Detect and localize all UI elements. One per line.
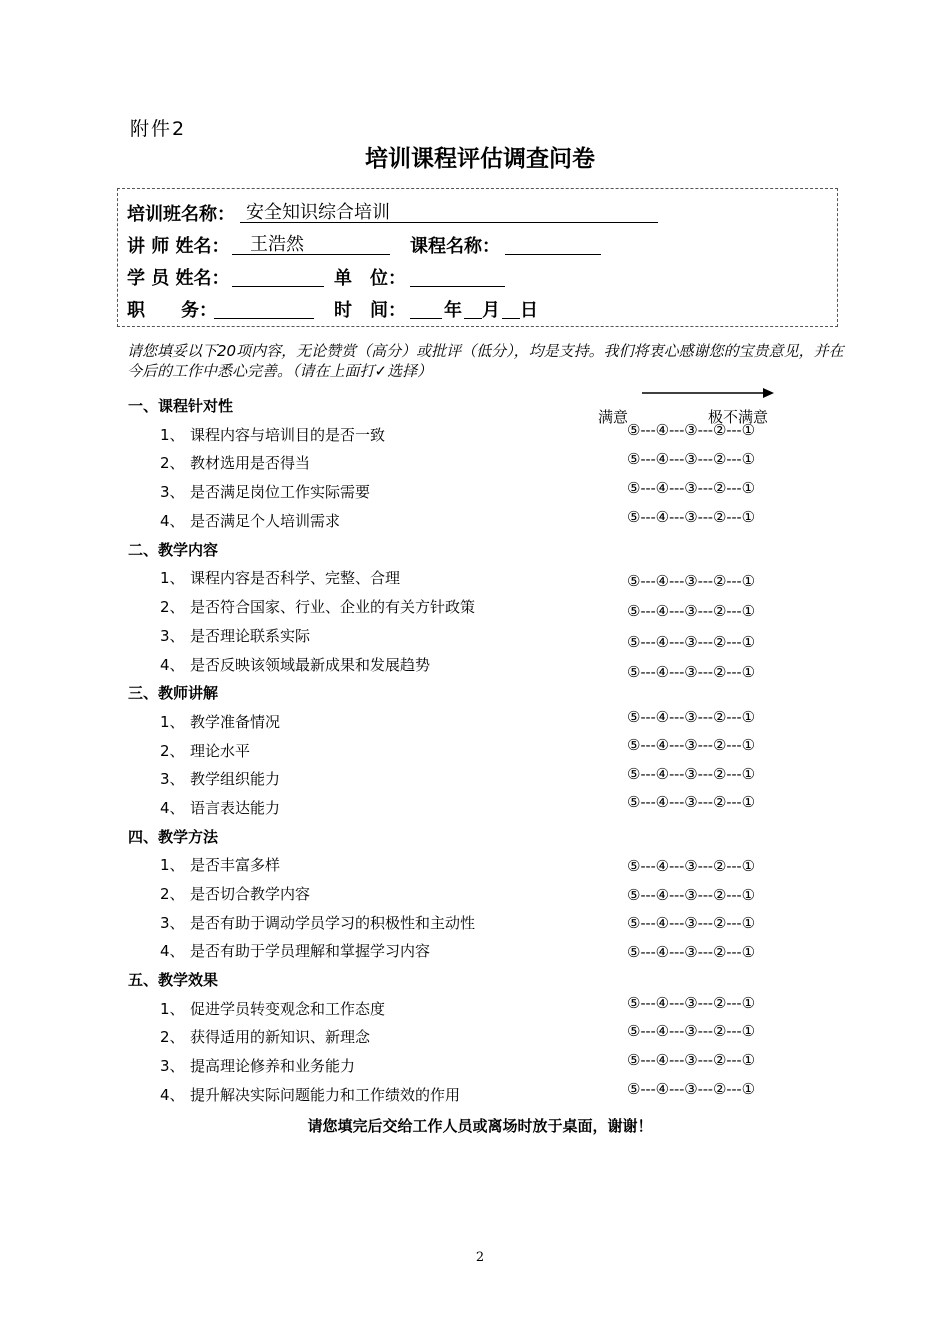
question-item: 4、 是否有助于学员理解和掌握学习内容 bbox=[160, 942, 431, 960]
question-item: 1、 促进学员转变观念和工作态度 bbox=[160, 1000, 386, 1018]
question-item: 2、 理论水平 bbox=[160, 742, 251, 760]
teacher-name-value: 王浩然 bbox=[250, 234, 304, 255]
student-name-label: 学 员 姓名： bbox=[127, 268, 230, 289]
question-item: 1、 是否丰富多样 bbox=[160, 856, 281, 874]
rating-scale[interactable]: ⑤---④---③---②---① bbox=[627, 1080, 756, 1098]
question-item: 4、 是否反映该领域最新成果和发展趋势 bbox=[160, 656, 431, 674]
year-label: 年 bbox=[444, 300, 462, 321]
question-item: 2、 是否切合教学内容 bbox=[160, 885, 311, 903]
rating-scale[interactable]: ⑤---④---③---②---① bbox=[627, 943, 756, 961]
question-item: 4、 提升解决实际问题能力和工作绩效的作用 bbox=[160, 1086, 461, 1104]
question-item: 3、 是否满足岗位工作实际需要 bbox=[160, 483, 371, 501]
class-name-field[interactable] bbox=[240, 198, 658, 223]
month-field[interactable] bbox=[464, 294, 482, 319]
rating-scale[interactable]: ⑤---④---③---②---① bbox=[627, 1022, 756, 1040]
rating-scale[interactable]: ⑤---④---③---②---① bbox=[627, 793, 756, 811]
section-title: 二、教学内容 bbox=[128, 541, 219, 559]
instructions: 请您填妥以下20项内容，无论赞赏（高分）或批评（低分），均是支持。我们将衷心感谢您的宝贵意见，并在今后的工作中悉心完善。（请在上面打✓选择） bbox=[127, 342, 844, 380]
rating-scale[interactable]: ⑤---④---③---②---① bbox=[627, 450, 756, 468]
attachment-label: 附件2 bbox=[130, 118, 187, 140]
question-item: 1、 教学准备情况 bbox=[160, 713, 281, 731]
rating-scale[interactable]: ⑤---④---③---②---① bbox=[627, 508, 756, 526]
rating-scale[interactable]: ⑤---④---③---②---① bbox=[627, 914, 756, 932]
page-title: 培训课程评估调查问卷 bbox=[365, 145, 595, 172]
rating-scale[interactable]: ⑤---④---③---②---① bbox=[627, 602, 756, 620]
question-item: 4、 语言表达能力 bbox=[160, 799, 281, 817]
unit-label: 单 位： bbox=[334, 268, 406, 289]
rating-scale[interactable]: ⑤---④---③---②---① bbox=[627, 736, 756, 754]
month-label: 月 bbox=[482, 300, 500, 321]
question-item: 4、 是否满足个人培训需求 bbox=[160, 512, 341, 530]
rating-scale[interactable]: ⑤---④---③---②---① bbox=[627, 886, 756, 904]
rating-scale[interactable]: ⑤---④---③---②---① bbox=[627, 1051, 756, 1069]
class-name-value: 安全知识综合培训 bbox=[246, 202, 390, 223]
rating-scale[interactable]: ⑤---④---③---②---① bbox=[627, 479, 756, 497]
section-title: 三、教师讲解 bbox=[128, 684, 219, 702]
section-title: 四、教学方法 bbox=[128, 828, 219, 846]
question-item: 1、 课程内容是否科学、完整、合理 bbox=[160, 569, 401, 587]
page-number: 2 bbox=[475, 1250, 485, 1265]
rating-scale[interactable]: ⑤---④---③---②---① bbox=[627, 421, 756, 439]
rating-scale[interactable]: ⑤---④---③---②---① bbox=[627, 663, 756, 681]
time-label: 时 间： bbox=[334, 300, 406, 321]
position-label: 职 务： bbox=[127, 300, 217, 321]
scale-left-label: 满意 bbox=[598, 408, 629, 426]
teacher-name-field[interactable] bbox=[232, 230, 390, 255]
class-name-label: 培训班名称： bbox=[127, 204, 235, 225]
rating-scale[interactable]: ⑤---④---③---②---① bbox=[627, 708, 756, 726]
question-item: 2、 是否符合国家、行业、企业的有关方针政策 bbox=[160, 598, 476, 616]
question-item: 3、 是否有助于调动学员学习的积极性和主动性 bbox=[160, 914, 476, 932]
section-title: 五、教学效果 bbox=[128, 971, 219, 989]
question-item: 2、 获得适用的新知识、新理念 bbox=[160, 1028, 371, 1046]
question-item: 2、 教材选用是否得当 bbox=[160, 454, 311, 472]
teacher-name-label: 讲 师 姓名： bbox=[127, 236, 230, 257]
unit-field[interactable] bbox=[410, 262, 505, 287]
student-name-field[interactable] bbox=[232, 262, 324, 287]
rating-scale[interactable]: ⑤---④---③---②---① bbox=[627, 633, 756, 651]
day-label: 日 bbox=[520, 300, 538, 321]
course-name-field[interactable] bbox=[505, 230, 601, 255]
scale-right-label: 极不满意 bbox=[708, 408, 769, 426]
rating-scale[interactable]: ⑤---④---③---②---① bbox=[627, 765, 756, 783]
course-name-label: 课程名称： bbox=[410, 236, 500, 257]
year-field[interactable] bbox=[410, 294, 442, 319]
question-item: 1、 课程内容与培训目的是否一致 bbox=[160, 426, 386, 444]
section-title: 一、课程针对性 bbox=[128, 397, 234, 415]
rating-scale[interactable]: ⑤---④---③---②---① bbox=[627, 857, 756, 875]
question-item: 3、 提高理论修养和业务能力 bbox=[160, 1057, 356, 1075]
question-item: 3、 教学组织能力 bbox=[160, 770, 281, 788]
question-item: 3、 是否理论联系实际 bbox=[160, 627, 311, 645]
rating-scale[interactable]: ⑤---④---③---②---① bbox=[627, 994, 756, 1012]
scale-arrow bbox=[642, 386, 776, 400]
footer-note: 请您填完后交给工作人员或离场时放于桌面，谢谢！ bbox=[307, 1117, 653, 1135]
day-field[interactable] bbox=[502, 294, 520, 319]
rating-scale[interactable]: ⑤---④---③---②---① bbox=[627, 572, 756, 590]
position-field[interactable] bbox=[214, 294, 314, 319]
